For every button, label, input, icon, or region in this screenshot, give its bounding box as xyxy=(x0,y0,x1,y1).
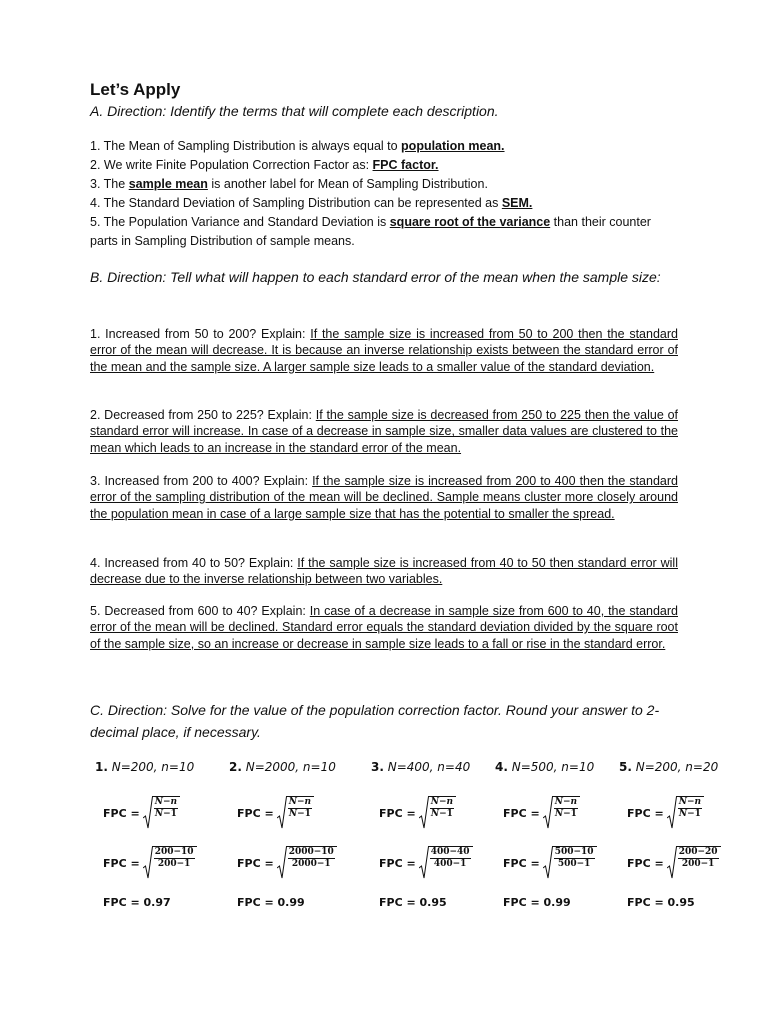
fpc-label: FPC = xyxy=(103,806,140,820)
fpc-formula-substituted xyxy=(503,846,597,880)
fpc-formula-substituted xyxy=(379,846,473,880)
fraction-numerator: 200−10 xyxy=(154,847,194,857)
square-root: N−n N−1 xyxy=(419,796,456,830)
fpc-result: FPC = 0.97 xyxy=(103,896,171,909)
item-explanation: If the sample size is increased from 200 to 400 then the standard error of the sampling distribution of the mean will be declined. Sample means cluster more closely around the population mean in case of a large sample size that has the potential to smaller the spread. xyxy=(90,474,678,521)
problem-number: 2. xyxy=(229,760,242,774)
item-text: 5. The Population Variance and Standard Deviation is xyxy=(90,215,390,229)
item-text: than their counter parts in Sampling Distribution of sample means. xyxy=(90,215,651,248)
fpc-result: FPC = 0.99 xyxy=(503,896,571,909)
section-a-item xyxy=(90,137,680,156)
item-question: 5. Decreased from 600 to 40? Explain: xyxy=(90,604,310,618)
fpc-label: FPC = xyxy=(379,856,416,870)
section-a-direction: A. Direction: Identify the terms that will complete each description. xyxy=(90,103,499,119)
problem-params: N=400, n=40 xyxy=(383,760,471,774)
fpc-formula-general xyxy=(379,796,456,830)
fpc-label: FPC = xyxy=(237,856,274,870)
fpc-problem xyxy=(371,760,491,909)
fpc-formula-general xyxy=(237,796,314,830)
item-text: 4. The Standard Deviation of Sampling Distribution can be represented as xyxy=(90,196,502,210)
section-b-item-4 xyxy=(90,555,678,588)
fraction-numerator: 400−40 xyxy=(430,847,470,857)
fraction-denominator: 200−1 xyxy=(681,859,715,869)
item-answer: square root of the variance xyxy=(389,215,551,229)
fraction-numerator: 2000−10 xyxy=(288,847,334,857)
problem-header xyxy=(371,760,491,774)
item-text: 2. We write Finite Population Correction Factor as: xyxy=(90,158,373,172)
section-a-item xyxy=(90,156,680,175)
section-b-direction: B. Direction: Tell what will happen to each standard error of the mean when the sample size: xyxy=(90,269,661,285)
fpc-label: FPC = xyxy=(503,856,540,870)
square-root xyxy=(543,846,597,880)
square-root: N−n N−1 xyxy=(667,796,704,830)
section-c-direction: C. Direction: Solve for the value of the population correction factor. Round your answer to 2-decimal place, if necessary. xyxy=(90,702,660,740)
fpc-label: FPC = xyxy=(627,856,664,870)
fpc-label: FPC = xyxy=(627,806,664,820)
square-root: N−n N−1 xyxy=(143,796,180,830)
item-text: 1. The Mean of Sampling Distribution is always equal to xyxy=(90,139,402,153)
fpc-result: FPC = 0.95 xyxy=(627,896,695,909)
item-answer: population mean. xyxy=(401,139,505,153)
fpc-formula-substituted xyxy=(103,846,197,880)
fpc-formula-general xyxy=(103,796,180,830)
problem-header xyxy=(495,760,615,774)
fpc-formula-general xyxy=(503,796,580,830)
fpc-formula-substituted xyxy=(627,846,721,880)
problem-params: N=200, n=20 xyxy=(631,760,719,774)
section-b-item-2 xyxy=(90,407,678,456)
item-explanation: In case of a decrease in sample size from 600 to 40, the standard error of the mean will be declined. Standard error equals the standard deviation divided by the square root of the sample size, so an increase or decrease in sample size leads to a fall or rise in the standard error. xyxy=(90,604,678,651)
fpc-label: FPC = xyxy=(103,856,140,870)
problem-header xyxy=(619,760,739,774)
square-root: N−n N−1 xyxy=(277,796,314,830)
fraction-numerator: 200−20 xyxy=(678,847,718,857)
fpc-result: FPC = 0.95 xyxy=(379,896,447,909)
section-a-list xyxy=(90,137,680,251)
section-a-item xyxy=(90,213,680,251)
item-question: 1. Increased from 50 to 200? Explain: xyxy=(90,327,311,341)
problem-number: 1. xyxy=(95,760,108,774)
item-answer: sample mean xyxy=(128,177,208,191)
fpc-result: FPC = 0.99 xyxy=(237,896,305,909)
page-title: Let’s Apply xyxy=(90,80,181,99)
square-root xyxy=(667,846,721,880)
fpc-problem xyxy=(495,760,615,909)
fpc-label: FPC = xyxy=(503,806,540,820)
item-question: 4. Increased from 40 to 50? Explain: xyxy=(90,556,298,570)
problem-params: N=500, n=10 xyxy=(507,760,595,774)
section-b-item-3 xyxy=(90,473,678,522)
square-root xyxy=(277,846,337,880)
problem-header xyxy=(95,760,215,774)
item-text: 3. The xyxy=(90,177,129,191)
item-answer: SEM. xyxy=(501,196,533,210)
section-b-item-1 xyxy=(90,326,678,375)
fraction-denominator: 500−1 xyxy=(557,859,591,869)
item-question: 2. Decreased from 250 to 225? Explain: xyxy=(90,408,316,422)
fraction-denominator: 2000−1 xyxy=(291,859,331,869)
fpc-problem xyxy=(619,760,739,909)
problem-header xyxy=(229,760,349,774)
fraction-numerator: 500−10 xyxy=(554,847,594,857)
fpc-formula-general xyxy=(627,796,704,830)
section-b-item-5 xyxy=(90,603,678,652)
square-root xyxy=(143,846,197,880)
fpc-problem xyxy=(95,760,215,909)
fpc-label: FPC = xyxy=(379,806,416,820)
problem-number: 4. xyxy=(495,760,508,774)
item-answer: FPC factor. xyxy=(372,158,439,172)
item-explanation: If the sample size is increased from 40 to 50 then standard error will decrease due to the inverse relationship between two variables. xyxy=(90,556,678,587)
fraction-denominator: 400−1 xyxy=(433,859,467,869)
item-text: is another label for Mean of Sampling Distribution. xyxy=(207,177,488,191)
problem-number: 3. xyxy=(371,760,384,774)
item-explanation: If the sample size is decreased from 250 to 225 then the value of standard error will increase. In case of a decrease in sample size, smaller data values are clustered to the mean which leads to an increase in the standard error of the mean. xyxy=(90,408,679,455)
section-a-item xyxy=(90,175,680,194)
square-root xyxy=(419,846,473,880)
square-root: N−n N−1 xyxy=(543,796,580,830)
problem-number: 5. xyxy=(619,760,632,774)
section-a-item xyxy=(90,194,680,213)
fpc-label: FPC = xyxy=(237,806,274,820)
problem-params: N=200, n=10 xyxy=(107,760,195,774)
fpc-problem xyxy=(229,760,349,909)
fpc-formula-substituted xyxy=(237,846,337,880)
fraction-denominator: 200−1 xyxy=(157,859,191,869)
problem-params: N=2000, n=10 xyxy=(241,760,336,774)
item-question: 3. Increased from 200 to 400? Explain: xyxy=(90,474,313,488)
item-explanation: If the sample size is increased from 50 to 200 then the standard error of the mean will decrease. It is because an inverse relationship exists between the standard error of the mean and the sample size. A larger sample size leads to a smaller value of the standard deviation. xyxy=(90,327,678,374)
